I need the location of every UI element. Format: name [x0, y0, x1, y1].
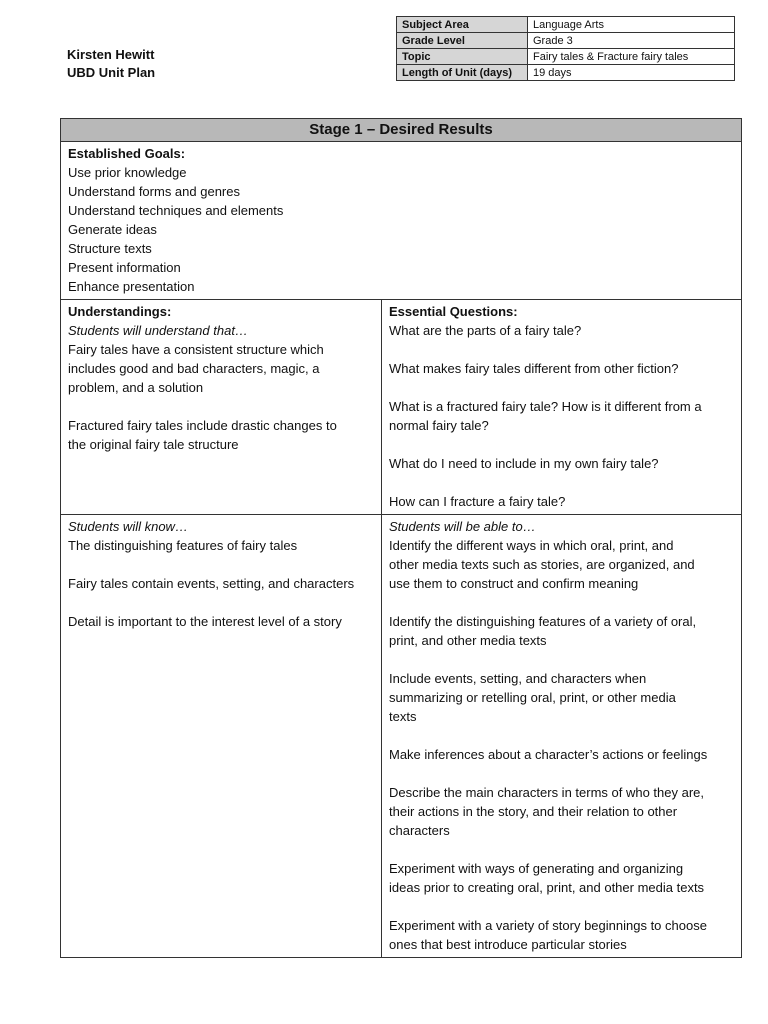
able-item: [389, 536, 735, 593]
able-cell: [382, 515, 742, 958]
understanding-item: [68, 416, 375, 454]
able-item-line: use them to construct and confirm meaning: [389, 576, 639, 591]
goal-item: Enhance presentation: [68, 279, 195, 294]
question-item: [389, 492, 735, 511]
unit-info-key: Length of Unit (days): [397, 65, 528, 81]
able-item-line: Experiment with ways of generating and organizing: [389, 861, 684, 876]
able-item: [389, 916, 735, 954]
unit-info-row: [397, 49, 735, 65]
question-item-line: normal fairy tale?: [389, 418, 489, 433]
goals-list: [68, 163, 735, 296]
stage1-title: Stage 1 – Desired Results: [61, 119, 742, 142]
goal-item: Use prior knowledge: [68, 165, 187, 180]
able-item-line: Identify the different ways in which oral, print, and: [389, 538, 674, 553]
author-name: Kirsten Hewitt: [67, 47, 155, 62]
questions-list: [389, 321, 735, 511]
questions-heading: Essential Questions:: [389, 304, 518, 319]
able-item-line: ideas prior to creating oral, print, and other media texts: [389, 880, 705, 895]
know-item: [68, 536, 375, 555]
able-item: [389, 745, 735, 764]
goal-item: Understand techniques and elements: [68, 203, 284, 218]
able-item-line: Identify the distinguishing features of a variety of oral,: [389, 614, 697, 629]
question-item-line: How can I fracture a fairy tale?: [389, 494, 566, 509]
able-item-line: Include events, setting, and characters when: [389, 671, 647, 686]
able-item-line: Make inferences about a character’s actions or feelings: [389, 747, 708, 762]
able-item-line: Experiment with a variety of story beginnings to choose: [389, 918, 707, 933]
goal-item: Understand forms and genres: [68, 184, 240, 199]
know-item: [68, 612, 375, 631]
know-item: [68, 574, 375, 593]
author-block: [67, 46, 155, 82]
understanding-item: [68, 340, 375, 397]
question-item-line: What do I need to include in my own fairy tale?: [389, 456, 659, 471]
understandings-intro: Students will understand that…: [68, 323, 248, 338]
question-item-line: What are the parts of a fairy tale?: [389, 323, 582, 338]
goal-item: Structure texts: [68, 241, 152, 256]
know-intro: Students will know…: [68, 519, 188, 534]
able-item-line: other media texts such as stories, are organized, and: [389, 557, 695, 572]
know-item-line: Fairy tales contain events, setting, and characters: [68, 576, 355, 591]
able-item: [389, 783, 735, 840]
question-item: [389, 321, 735, 340]
able-list: [389, 536, 735, 954]
unit-info-row: [397, 17, 735, 33]
able-item-line: print, and other media texts: [389, 633, 547, 648]
able-item-line: texts: [389, 709, 417, 724]
understanding-item-line: problem, and a solution: [68, 380, 204, 395]
unit-info-key: Subject Area: [397, 17, 528, 33]
unit-info-row: [397, 65, 735, 81]
understanding-item-line: Fractured fairy tales include drastic changes to: [68, 418, 337, 433]
unit-info-value: Language Arts: [528, 17, 735, 33]
goal-item: Present information: [68, 260, 181, 275]
unit-info-key: Grade Level: [397, 33, 528, 49]
able-item-line: their actions in the story, and their relation to other: [389, 804, 678, 819]
able-item: [389, 612, 735, 650]
questions-cell: [382, 300, 742, 515]
understanding-item-line: Fairy tales have a consistent structure which: [68, 342, 324, 357]
understanding-item-line: the original fairy tale structure: [68, 437, 239, 452]
unit-info-table: [396, 16, 735, 81]
question-item-line: What is a fractured fairy tale? How is it different from a: [389, 399, 702, 414]
goals-heading: Established Goals:: [68, 146, 186, 161]
question-item: [389, 397, 735, 435]
question-item: [389, 454, 735, 473]
understandings-heading: Understandings:: [68, 304, 172, 319]
able-intro: Students will be able to…: [389, 519, 536, 534]
goals-cell: [61, 142, 742, 300]
document-title: UBD Unit Plan: [67, 65, 156, 80]
know-item-line: The distinguishing features of fairy tales: [68, 538, 298, 553]
question-item-line: What makes fairy tales different from other fiction?: [389, 361, 679, 376]
stage1-table: [60, 118, 742, 958]
unit-info-value: 19 days: [528, 65, 735, 81]
able-item-line: characters: [389, 823, 450, 838]
understanding-item-line: includes good and bad characters, magic, a: [68, 361, 320, 376]
able-item-line: Describe the main characters in terms of who they are,: [389, 785, 705, 800]
able-item: [389, 859, 735, 897]
able-item-line: summarizing or retelling oral, print, or other media: [389, 690, 676, 705]
unit-info-value: Fairy tales & Fracture fairy tales: [528, 49, 735, 65]
able-item: [389, 669, 735, 726]
understandings-list: [68, 340, 375, 454]
know-cell: [61, 515, 382, 958]
goal-item: Generate ideas: [68, 222, 157, 237]
unit-info-row: [397, 33, 735, 49]
unit-info-key: Topic: [397, 49, 528, 65]
unit-info-value: Grade 3: [528, 33, 735, 49]
understandings-cell: [61, 300, 382, 515]
know-item-line: Detail is important to the interest level of a story: [68, 614, 342, 629]
able-item-line: ones that best introduce particular stories: [389, 937, 627, 952]
question-item: [389, 359, 735, 378]
know-list: [68, 536, 375, 631]
